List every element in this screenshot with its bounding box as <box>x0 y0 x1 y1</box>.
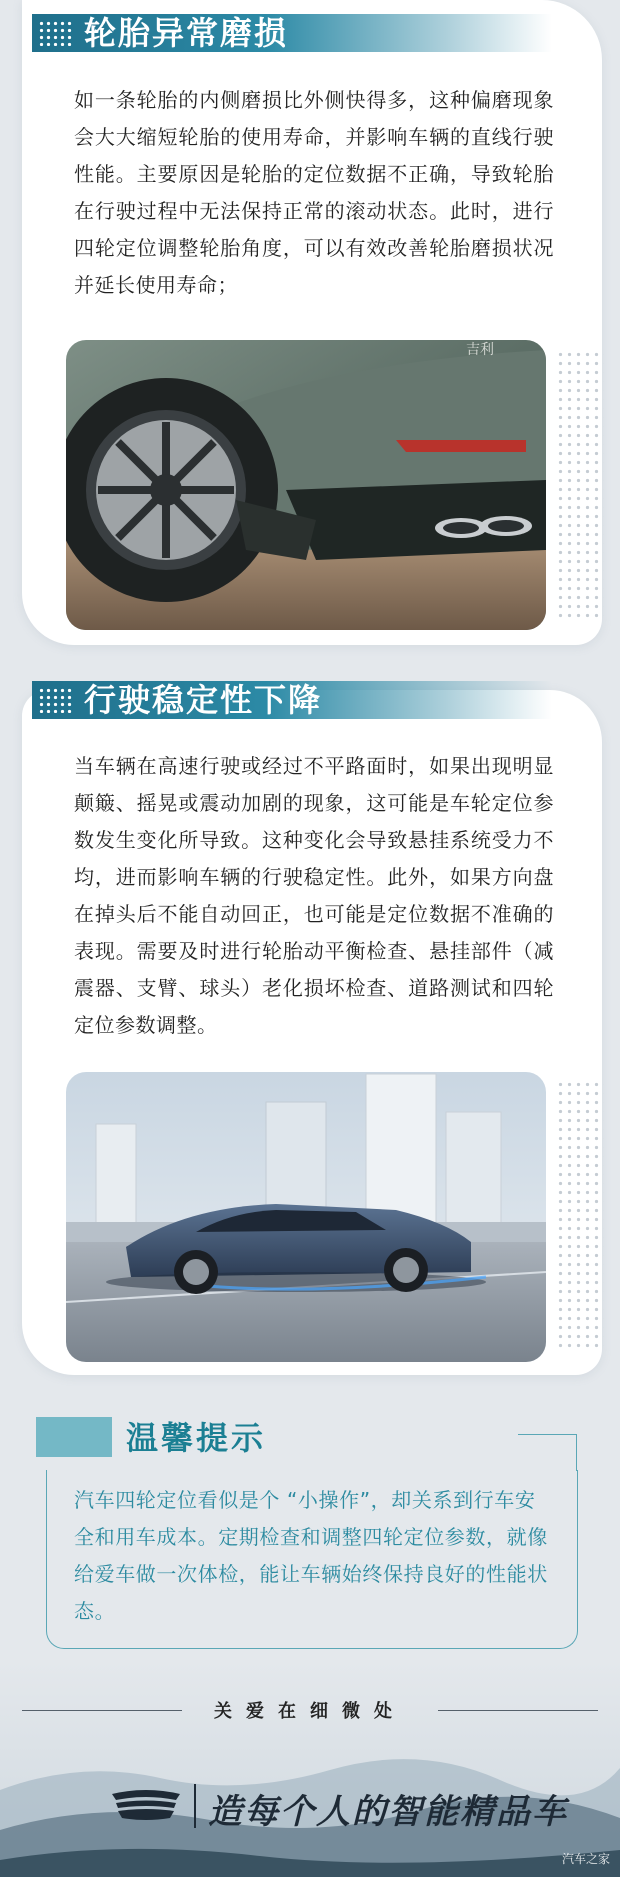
footer-slogan: 关爱在细微处 <box>214 1701 406 1722</box>
section-title: 行驶稳定性下降 <box>84 681 323 719</box>
tip-corner-decoration <box>518 1434 577 1471</box>
slogan-divider-left <box>22 1710 182 1711</box>
footer-landscape <box>0 1660 620 1877</box>
svg-text:吉利: 吉利 <box>466 342 494 358</box>
dots-pattern-icon <box>38 20 74 46</box>
brand-slogan: 造每个人的智能精品车 <box>208 1792 568 1832</box>
tip-text: 汽车四轮定位看似是个 “小操作”，却关系到行车安全和用车成本。定期检查和调整四轮定位参数，就像给爱车做一次体检，能让车辆始终保持良好的性能状态。 <box>74 1488 548 1623</box>
section-header-driving-stability <box>32 681 552 719</box>
section-paragraph: 当车辆在高速行驶或经过不平路面时，如果出现明显颠簸、摇晃或震动加剧的现象，这可能是车轮定位参数发生变化所导致。这种变化会导致悬挂系统受力不均，进而影响车辆的行驶稳定性。此外，如果方向盘在掉头后不能自动回正，也可能是定位数据不准确的表现。需要及时进行轮胎动平衡检查、悬挂部件（减震器、支臂、球头）老化损坏检查、道路测试和四轮定位参数调整。 <box>74 754 554 1037</box>
car-photo <box>66 1072 546 1362</box>
watermark: 汽车之家 <box>561 1852 610 1866</box>
tip-accent-bar <box>36 1417 112 1457</box>
dots-pattern-icon <box>556 350 604 620</box>
brand-divider <box>194 1784 196 1828</box>
dots-pattern-icon <box>556 1080 604 1350</box>
section-title: 轮胎异常磨损 <box>84 14 289 52</box>
tip-title: 温馨提示 <box>126 1419 267 1457</box>
section-paragraph: 如一条轮胎的内侧磨损比外侧快得多，这种偏磨现象会大大缩短轮胎的使用寿命，并影响车辆的直线行驶性能。主要原因是轮胎的定位数据不正确，导致轮胎在行驶过程中无法保持正常的滚动状态。此时，进行四轮定位调整轮胎角度，可以有效改善轮胎磨损状况并延长使用寿命； <box>74 88 554 297</box>
brand-logo-icon <box>108 1788 184 1822</box>
dots-pattern-icon <box>38 687 74 713</box>
tire-photo <box>66 340 546 630</box>
section-header-tire-wear <box>32 14 552 52</box>
slogan-divider-right <box>438 1710 598 1711</box>
